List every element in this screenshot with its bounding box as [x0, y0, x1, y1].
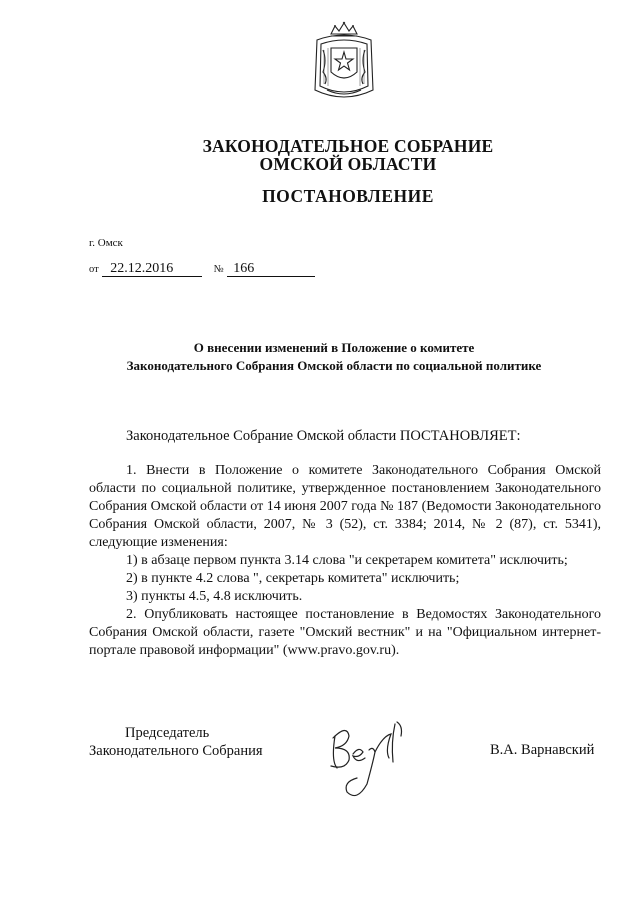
org-title-line2: ОМСКОЙ ОБЛАСТИ — [259, 154, 437, 174]
resolution-intro: Законодательное Собрание Омской области ПОСТАНОВЛЯЕТ: — [126, 428, 521, 444]
coat-of-arms-emblem — [309, 20, 379, 106]
paragraph-1: 1. Внести в Положение о комитете Законодательного Собрания Омской области по социальной политике, утвержденное постановлением Законодательного Собрания Омской области от 14 июня 2007 года № 187 (Ведомости Законодательного Собрания Омской области, 2007, № 3 (52), ст. 3384; 2014, № 2 (87), ст. 5341), следующие изменения: — [89, 463, 601, 550]
paragraph-1-item-1: 1) в абзаце первом пункта 3.14 слова "и секретарем комитета" исключить; — [126, 553, 568, 568]
city-label: г. Омск — [89, 237, 123, 249]
document-date: 22.12.2016 — [102, 261, 202, 277]
paragraph-1-item-3: 3) пункты 4.5, 4.8 исключить. — [126, 589, 303, 604]
document-subject — [0, 339, 640, 375]
chairman-line2: Законодательного Собрания — [89, 743, 263, 759]
handwritten-signature — [313, 706, 423, 806]
document-type: ПОСТАНОВЛЕНИЕ — [262, 186, 434, 206]
paragraph-2: 2. Опубликовать настоящее постановление в Ведомостях Законодательного Собрания Омской области, газете "Омский вестник" и на "Официальном интернет-портале правовой информации" (www.pravo.gov.ru). — [89, 607, 601, 658]
chairman-line1: Председатель — [125, 725, 210, 741]
subject-line1: О внесении изменений в Положение о комитете — [193, 340, 475, 355]
chairman-title — [89, 724, 263, 760]
resolution-body — [89, 462, 601, 660]
org-title-line1: ЗАКОНОДАТЕЛЬНОЕ СОБРАНИЕ — [202, 136, 494, 156]
date-number-row — [89, 261, 315, 277]
paragraph-1-item-2: 2) в пункте 4.2 слова ", секретарь комитета" исключить; — [126, 571, 460, 586]
number-prefix: № — [213, 264, 224, 275]
document-number: 166 — [227, 261, 315, 277]
date-prefix: от — [89, 264, 99, 275]
subject-line2: Законодательного Собрания Омской области по социальной политике — [126, 358, 542, 373]
signer-name: В.А. Варнавский — [490, 742, 595, 758]
